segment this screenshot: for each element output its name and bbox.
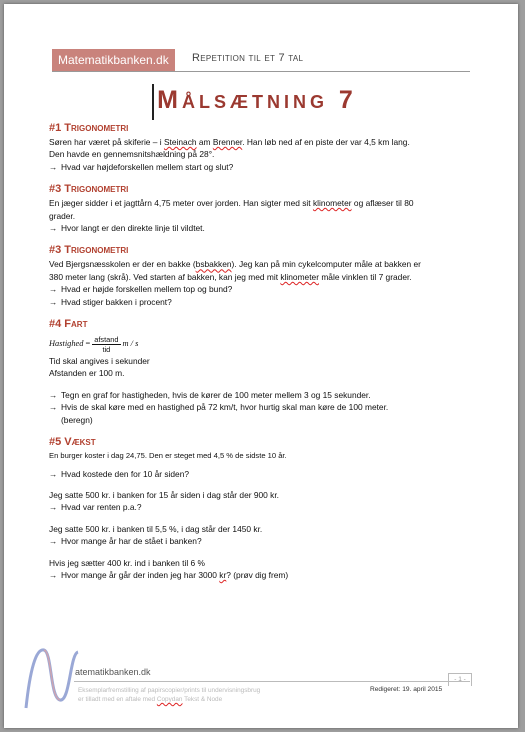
section-heading: #3 Trigonometri [49, 244, 129, 257]
question-item: → Hvad var højdeforskellen mellem start og slut? [49, 161, 234, 172]
question-item: → Hvad kostede den for 10 år siden? [49, 468, 190, 479]
arrow-icon: → [49, 284, 58, 295]
speed-formula: Hastighed = $\frac{\text{afstand}}{\text{tid}}$ m / s [49, 335, 139, 355]
arrow-icon: → [49, 161, 58, 172]
question-item: → Hvor langt er den direkte linje til vildtet. [49, 223, 205, 234]
page-title: Målsætning 7 [157, 86, 357, 114]
edited-date: Redigeret: 19. april 2015 [370, 686, 443, 693]
paragraph-line: Jeg satte 500 kr. i banken for 15 år siden i dag står der 900 kr. [49, 489, 279, 500]
page-header [52, 49, 470, 72]
arrow-icon: → [49, 569, 58, 580]
arrow-icon: → [49, 402, 58, 413]
logo-curve-accent [44, 650, 60, 700]
section-heading: #3 Trigonometri [49, 183, 129, 196]
arrow-icon: → [49, 502, 58, 513]
paragraph-line: En jæger sidder i et jagttårn 4,75 meter over jorden. Han sigter med sit klinometer og aflæser til 80 [49, 198, 414, 209]
question-item: → Hvad var renten p.a.? [49, 502, 142, 513]
spelling-flag: Brenner [212, 137, 243, 147]
paragraph-line: Afstanden er 100 m. [49, 368, 125, 379]
paragraph-line: Ved Bjergsnæsskolen er der en bakke (bsbakken). Jeg kan på min cykelcomputer måle at bakken er [49, 259, 421, 270]
spelling-flag: Copydan [156, 696, 183, 703]
spelling-flag: klinometer [312, 198, 352, 209]
footer-notice: Eksemplarfremstilling af papirscopier/prints til undervisningsbrug er tilladt med en aftale med Copydan Tekst & Node [78, 687, 261, 703]
footer-logo-text: atematikbanken.dk [75, 667, 151, 677]
section-heading: #4 Fart [49, 318, 88, 331]
formula-lhs: Hastighed [49, 339, 84, 349]
section-heading: #1 Trigonometri [49, 122, 129, 134]
arrow-icon: → [49, 296, 58, 307]
arrow-icon: → [49, 389, 58, 400]
paragraph-line: En burger koster i dag 24,75. Den er steget med 4,5 % de sidste 10 år. [49, 451, 287, 461]
paragraph-line: Søren har været på skiferie – i Steinach am Brenner. Han løb ned af en piste der var 4,5 km lang. [49, 137, 410, 147]
question-item: → Hvad er højde forskellen mellem top og bund? [49, 284, 233, 295]
spelling-flag: klinometer [280, 271, 319, 282]
arrow-icon: → [49, 223, 58, 234]
footer-divider [74, 681, 470, 682]
spelling-flag: Steinach [163, 137, 197, 147]
question-item: → Tegn en graf for hastigheden, hvis de kører de 100 meter mellem 3 og 15 sekunder. [49, 389, 371, 400]
arrow-icon: → [49, 468, 58, 479]
question-item: → Hvis de skal køre med en hastighed på 72 km/t, hvor hurtig skal man køre de 100 meter. [49, 402, 389, 413]
formula-fraction [92, 335, 120, 354]
arrow-icon: → [49, 536, 58, 547]
spelling-flag: bsbakken [195, 259, 232, 270]
paragraph-line: (beregn) [61, 414, 93, 425]
paragraph-line: grader. [49, 210, 76, 221]
formula-numerator: afstand [94, 335, 119, 345]
page-number: - 1 - [448, 673, 472, 686]
section-heading: #5 Vækst [49, 436, 96, 449]
question-item: → Hvad stiger bakken i procent? [49, 296, 172, 307]
document-body [49, 121, 474, 581]
paragraph-line: Jeg satte 500 kr. i banken til 5,5 %, i dag står der 1450 kr. [49, 523, 263, 534]
paragraph-line: Hvis jeg sætter 400 kr. ind i banken til 6 % [49, 557, 205, 568]
paragraph-line: Tid skal angives i sekunder [49, 356, 150, 367]
question-item: → Hvor mange år har de stået i banken? [49, 536, 202, 547]
header-brand: Matematikbanken.dk [52, 49, 175, 71]
header-subtitle: Repetition til et 7 tal [192, 52, 304, 64]
formula-unit: m / s [122, 339, 139, 349]
spelling-flag: kr [219, 569, 227, 580]
paragraph-line: 380 meter lang (skrå). Ved starten af bakken, kan jeg med mit klinometer måle vinklen til 7 grader. [49, 271, 412, 282]
paragraph-line: Den havde en gennemsnitshældning på 28°. [49, 149, 215, 160]
formula-denominator: tid [102, 345, 111, 355]
question-item: → Hvor mange år går der inden jeg har 3000 kr? (prøv dig frem) [49, 569, 289, 580]
